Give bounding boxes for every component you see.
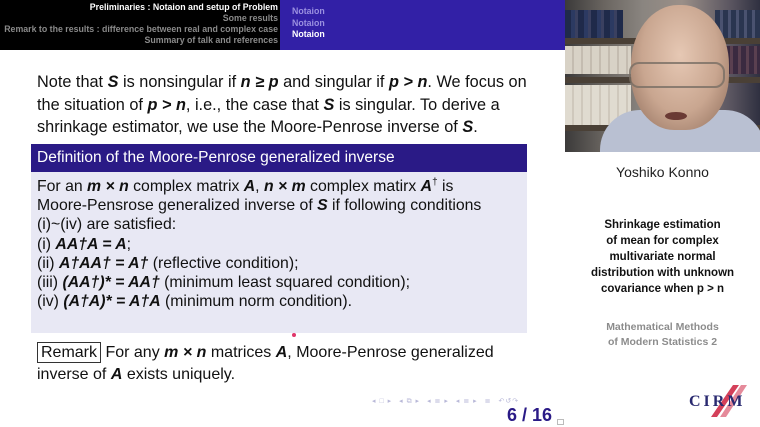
definition-line-3: (i)~(iv) are satisfied: <box>37 216 177 234</box>
beamer-navigation-symbols <box>372 397 519 406</box>
condition-number: (iv) <box>37 293 64 311</box>
condition-number: (ii) <box>37 254 59 272</box>
remark-label: Remark <box>37 342 101 363</box>
condition-note: (reflective condition); <box>148 254 299 272</box>
speaker-webcam <box>565 0 760 152</box>
text: and singular if <box>278 73 389 91</box>
text: , i.e., the case that <box>185 95 324 114</box>
condition-formula: AA†A = A <box>55 235 127 253</box>
definition-line-1 <box>37 177 527 196</box>
text: Note that <box>37 73 108 91</box>
text: complex matrix <box>128 178 244 195</box>
talk-title <box>565 217 760 297</box>
math-n-ge-p: n ≥ p <box>240 73 279 91</box>
text: is nonsingular if <box>118 73 241 91</box>
section-link-summary[interactable]: Summary of talk and references <box>144 35 278 45</box>
section-link-remark[interactable]: Remark to the results : difference between real and complex case <box>4 24 278 34</box>
math-S: S <box>462 118 474 137</box>
definition-line-2 <box>37 196 527 215</box>
event-name <box>565 320 760 350</box>
talk-title-line: multivariate normal <box>609 251 716 263</box>
condition-iv <box>37 292 527 311</box>
talk-title-line: distribution with unknown <box>590 267 735 279</box>
subsection-link-3[interactable]: Notaion <box>292 29 325 39</box>
nav-subsection-icon[interactable]: ◂ ⧉ ▸ <box>399 398 421 405</box>
condition-formula: A†AA† = A† <box>58 254 149 272</box>
math-n-x-m: n × m <box>263 178 306 195</box>
beamer-nav-header <box>0 0 565 50</box>
nav-search-back-icon[interactable]: ↶↺↷ <box>498 398 520 405</box>
text: . We focus on the situation of <box>37 73 527 114</box>
nav-toc-icon[interactable]: ≣ <box>484 398 492 405</box>
math-S: S <box>107 73 119 91</box>
text: is singular. To derive a shrinkage estimator, we use the Moore-Penrose inverse of <box>37 95 500 137</box>
intro-paragraph <box>37 71 537 139</box>
talk-title-line: Shrinkage estimation <box>604 219 721 231</box>
math-A: A <box>420 178 433 195</box>
subsection-list <box>280 0 565 50</box>
condition-number: (iii) <box>37 274 63 292</box>
page-number: 6 / 16 <box>507 405 553 425</box>
condition-formula: (AA†)* = AA† <box>62 274 160 292</box>
section-link-preliminaries[interactable]: Preliminaries : Notaion and setup of Problem <box>89 2 278 12</box>
definition-title: Definition of the Moore-Penrose generalized inverse <box>31 144 527 172</box>
text: exists uniquely. <box>122 366 236 383</box>
text: , <box>255 178 264 195</box>
text: is <box>437 178 454 195</box>
condition-note: (minimum norm condition). <box>160 293 352 311</box>
nav-section-icon[interactable]: ◂ ≣ ▸ <box>427 398 449 405</box>
math-m-x-n: m × n <box>87 178 129 195</box>
talk-title-line: of mean for complex <box>606 235 719 247</box>
text: if following conditions <box>327 197 482 215</box>
speaker-glasses <box>629 62 725 88</box>
nav-frame-icon[interactable]: ◂ □ ▸ <box>372 398 393 405</box>
cirm-logo-text: CIRM <box>689 393 746 410</box>
text: complex matirx <box>305 178 421 195</box>
definition-body <box>31 172 527 311</box>
nav-document-icon[interactable]: ◂ ≣ ▸ <box>455 398 478 405</box>
condition-i <box>37 235 527 254</box>
text: For any <box>101 344 165 361</box>
condition-number: (i) <box>37 235 56 253</box>
bookshelf-books <box>565 46 631 74</box>
condition-note: ; <box>126 235 132 253</box>
math-m-x-n: m × n <box>164 344 207 361</box>
text: matrices <box>206 344 276 361</box>
speaker-name: Yoshiko Konno <box>616 164 709 180</box>
section-link-some-results[interactable]: Some results <box>222 13 278 23</box>
math-p-gt-n: p > n <box>147 95 186 114</box>
subsection-link-1[interactable]: Notaion <box>292 6 325 16</box>
condition-ii <box>37 254 527 273</box>
condition-iii <box>37 273 527 292</box>
text: . <box>473 118 478 137</box>
definition-block <box>31 144 527 333</box>
condition-formula: (A†A)* = A†A <box>63 293 161 311</box>
cirm-logo <box>687 383 747 419</box>
subsection-link-2[interactable]: Notaion <box>292 17 325 28</box>
math-S: S <box>317 197 328 215</box>
bookshelf-books <box>565 10 623 38</box>
dagger: † <box>432 177 438 188</box>
text: , Moore-Penrose generalized inverse of <box>37 344 494 383</box>
talk-title-line: covariance when p > n <box>600 283 725 295</box>
event-name-line: of Modern Statistics 2 <box>607 336 718 348</box>
text: Moore-Pensrose generalized inverse of <box>37 197 318 215</box>
speaker-mouth <box>665 112 687 120</box>
remark-paragraph <box>37 342 537 386</box>
text: For an <box>37 178 88 195</box>
bookshelf-books <box>725 46 760 74</box>
condition-note: (minimum least squared condition); <box>159 274 410 292</box>
section-list <box>0 0 280 50</box>
pdf-viewer-icon <box>557 419 564 425</box>
laser-pointer-dot <box>292 333 296 337</box>
math-A: A <box>243 178 256 195</box>
side-panel <box>565 0 760 427</box>
math-S: S <box>323 95 335 114</box>
math-A: A <box>275 344 288 361</box>
event-name-line: Mathematical Methods <box>606 321 719 333</box>
math-A: A <box>110 366 123 383</box>
math-p-gt-n: p > n <box>388 73 428 91</box>
